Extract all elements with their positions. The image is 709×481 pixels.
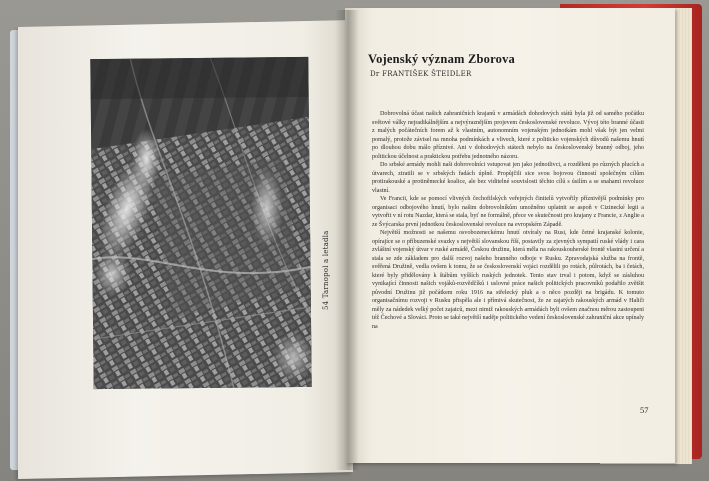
article-body — [372, 110, 644, 331]
book-gutter — [335, 10, 359, 470]
page-number: 57 — [640, 405, 649, 415]
aerial-photograph — [90, 57, 311, 389]
article-title: Vojenský význam Zborova — [368, 52, 515, 66]
article-author: Dr FRANTIŠEK ŠTEIDLER — [370, 70, 472, 78]
paragraph: Dobrovolná účast našich zahraničních krajanů v armádách dohodových států byla již od samého počátku světové války nejradikálnějším a nejvýraznějším projevem československé revoluce. Vývoj této branné účasti z malých počátečních forem až k vlastním, autonomním vojenským jednotkám mohl však být jen velmi pomalý, protože závisel na mnoha podmínkách a vlivech, které z politicko vojenských důvodů našemu hnutí po dlouhou dobu málo příznivé. Ani v dohodových státech nebylo na československý branný odboj, jeho politickou účelnost a praktickou potřebu jednotného názoru. — [372, 111, 644, 160]
paragraph: Do srbské armády mohli naši dobrovolníci vstupovat jen jako jednotlivci, a rozděleni po různých plucích a útvarech, ztratili se v srbských řadách úplně. Propůjčili sice svou bojovou činností společným cílům protirakouské a protiněmecké koalice, ale bez viditelné souvislosti těchto cílů s úsilím a se snahami revoluce vlastní. — [372, 162, 644, 194]
paragraph: Největší možnosti se našemu osvobozeneckému hnutí otvíraly na Rusi, kde četné krajanské kolonie, opírajíce se o příbuzenské svazky s největší slovanskou říší, postavily za zjevných sympatií ruské vlády i cara zvláštní vojenský útvar v ruské armádě, Českou družinu, která měla na rakouskouherské frontě vlastní určení a stala se zde základem pro další rozvoj našeho branného odboje v Rusku. Zpravodajská služba na frontě, svěřená Družině, vedla ovšem k tomu, že se československí vojáci rozdělili po rotách, půlrotách, ba i četách, které byly přidělovány k štábům vyšších ruských jednotek. Tento stav trval i potom, když se zásluhou vynikající činnosti našich vojáků-rozvědčíků i uslovné práce našich politických pracovníků podařilo zvětšit původní Družinu již počátkem roku 1916 na střelecký pluk a o něco později na brigádu. K tomuto organisačnímu rozvoji v Rusku přispěla ale i přímivá skutečnost, že ze zajatých rakouských armád v Haliči měly za nádedek velký počet zajatců, mezi nimiž rakouských armádách byli ovšem značnou měrou zastoupeni též Čechové a Slováci. Proto se také největší naděje politického vedení československé zahraniční akce upínaly na — [372, 230, 644, 330]
paragraph: Ve Francii, kde se pomocí vlivných čechofilských veřejných činitelů vytvořily příznivější podmínky pro organisaci odbojového hnutí, bylo našim dobrovolníkům umožněno uplatnit se aspoň v Cizinecké legii a vytvořit v ní rotu Nazdar, která se stala, byť ne formálně, přece ve skutečnosti pro krajany z Francie, z Anglie a ze Švýcarska první jednotkou československé revoluce na evropském Západě. — [372, 196, 644, 228]
photo-caption: 54 Tarnopol a letadla — [322, 230, 330, 310]
